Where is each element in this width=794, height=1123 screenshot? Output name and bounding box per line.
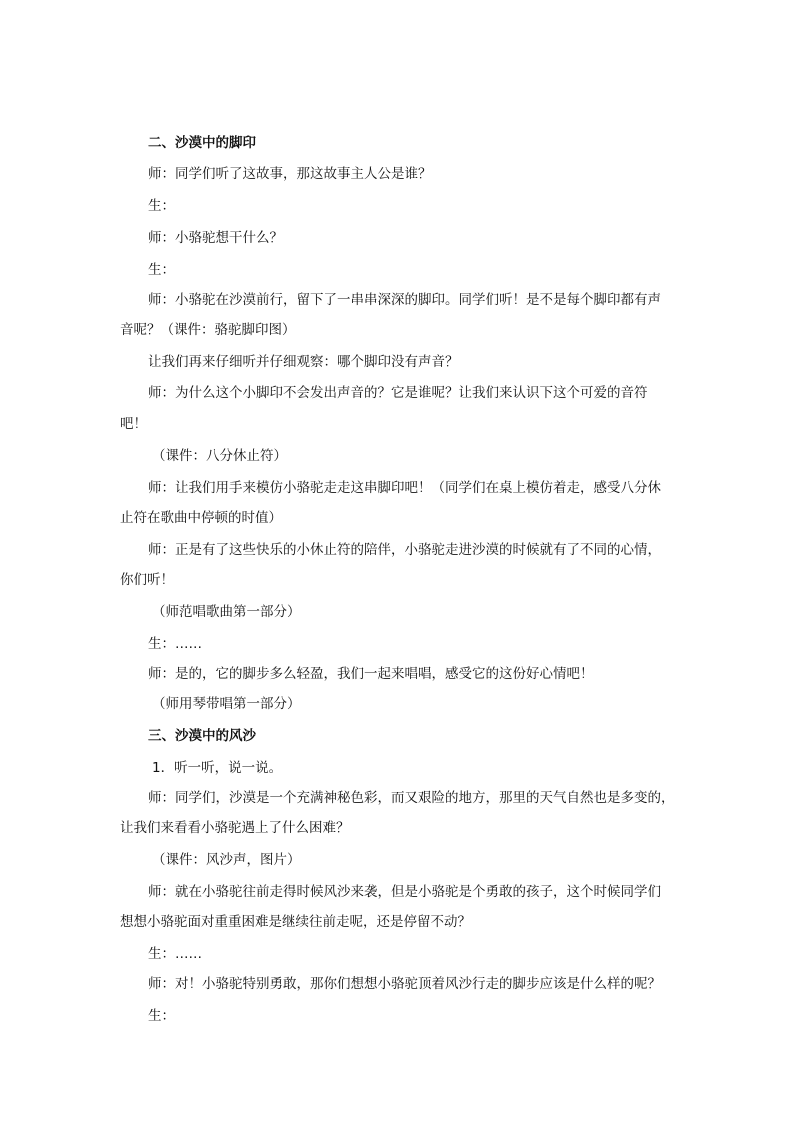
paragraph-line: 生： <box>148 262 175 278</box>
paragraph-line: 让我们再来仔细听并仔细观察：哪个脚印没有声音？ <box>148 354 459 370</box>
paragraph-line: 师：同学们听了这故事，那这故事主人公是谁？ <box>148 166 432 182</box>
paragraph-line: 师：同学们，沙漠是一个充满神秘色彩，而又艰险的地方，那里的天气自然也是多变的， <box>148 790 675 806</box>
paragraph-line: 想想小骆驼面对重重困难是继续往前走呢，还是停留不动？ <box>120 914 471 930</box>
paragraph-line: 师：为什么这个小脚印不会发出声音的？它是谁呢？让我们来认识下这个可爱的音符 <box>148 385 648 401</box>
paragraph-line: 师：对！小骆驼特别勇敢，那你们想想小骆驼顶着风沙行走的脚步应该是什么样的呢？ <box>148 976 661 992</box>
paragraph-line: 师：就在小骆驼往前走得时候风沙来袭，但是小骆驼是个勇敢的孩子，这个时候同学们 <box>148 884 661 900</box>
paragraph-line: 生：…… <box>148 636 202 652</box>
section-heading-footprints: 二、沙漠中的脚印 <box>148 135 256 151</box>
section-heading-sandstorm: 三、沙漠中的风沙 <box>148 728 256 744</box>
paragraph-line: （课件：八分休止符） <box>152 448 287 464</box>
paragraph-line: （师范唱歌曲第一部分） <box>152 604 301 620</box>
paragraph-line: 师：小骆驼想干什么？ <box>148 230 283 246</box>
paragraph-line: 止符在歌曲中停顿的时值） <box>120 510 282 526</box>
paragraph-line: （师用琴带唱第一部分） <box>152 696 301 712</box>
paragraph-line: 让我们来看看小骆驼遇上了什么困难？ <box>120 820 350 836</box>
paragraph-line: 生： <box>148 198 175 214</box>
paragraph-line: 师：是的，它的脚步多么轻盈，我们一起来唱唱，感受它的这份好心情吧！ <box>148 666 594 682</box>
paragraph-line: 1．听一听，说一说。 <box>152 760 283 776</box>
paragraph-line: （课件：风沙声，图片） <box>152 852 301 868</box>
paragraph-line: 师：让我们用手来模仿小骆驼走走这串脚印吧！（同学们在桌上模仿着走，感受八分休 <box>148 480 661 496</box>
paragraph-line: 生： <box>148 1008 175 1024</box>
paragraph-line: 师：小骆驼在沙漠前行，留下了一串串深深的脚印。同学们听！是不是每个脚印都有声 <box>148 292 661 308</box>
paragraph-line: 生：…… <box>148 946 202 962</box>
paragraph-line: 师：正是有了这些快乐的小休止符的陪伴，小骆驼走进沙漠的时候就有了不同的心情， <box>148 542 661 558</box>
paragraph-line: 音呢？（课件：骆驼脚印图） <box>120 322 296 338</box>
paragraph-line: 吧！ <box>120 416 147 432</box>
paragraph-line: 你们听！ <box>120 572 174 588</box>
